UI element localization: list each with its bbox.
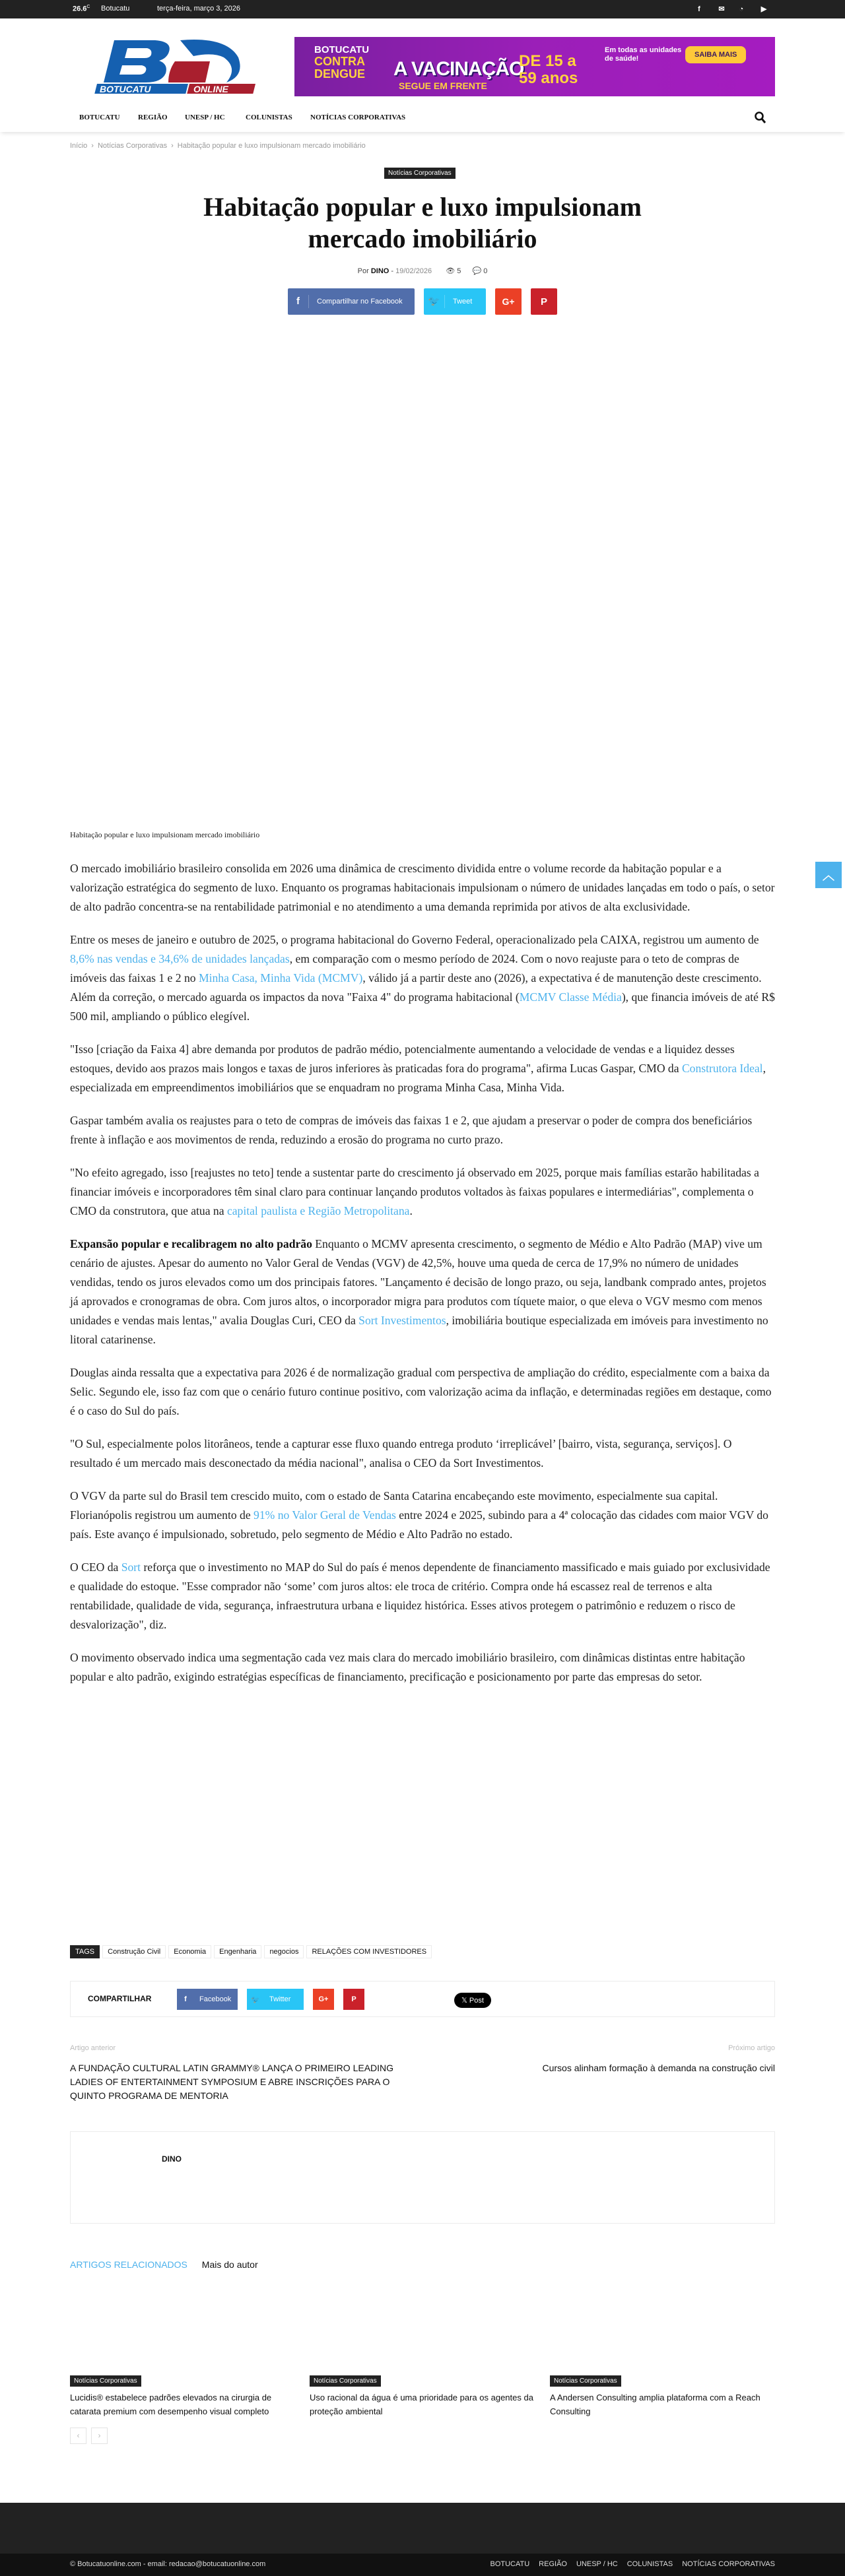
author-link[interactable]: DINO — [370, 267, 389, 275]
banner-cta-button[interactable]: SAIBA MAIS — [685, 46, 746, 63]
nav-regiao[interactable]: REGIÃO — [138, 113, 168, 121]
inline-link[interactable]: Minha Casa, Minha Vida (MCMV) — [198, 971, 363, 984]
paragraph-text: entre 2024 e 2025, subindo para a 4ª colocação das cidades com maior VGV do país. Este avanço é impulsionado, sobretudo, pelo segmento de Médio e Alto Padrão no estado. — [70, 1508, 768, 1541]
weather-temperature: $26.6^C$ — [73, 5, 90, 13]
twitter-icon: 🐦 — [424, 295, 445, 308]
pinterest-icon[interactable]: P — [531, 288, 557, 315]
paragraph-text: reforça que o investimento no MAP do Sul do país é menos dependente de financiamento massificado e mais guiado por exclusividade e qualidade do estoque. "Esse comprador não ‘some’ com juros altos: ele troca de critério. Compra onde há escassez real de terrenos e alta rentabilidade, qualidade de vida, segurança, infraestrutura urbana e liquidez histórica. Esses ativos protegem o patrimônio e reduzem o risco de desvalorização", diz. — [70, 1561, 770, 1631]
prev-article-label: Artigo anterior — [70, 2044, 116, 2052]
paragraph-text: "Isso [criação da Faixa 4] abre demanda por produtos de padrão médio, potencialmente aumentando a velocidade de vendas e a liquidez desses estoques, devido aos prazos mais longos e taxas de juros inferiores às praticadas fora do programa", afirma Lucas Gaspar, CMO da — [70, 1043, 735, 1075]
breadcrumb — [70, 142, 366, 150]
footer-nav-unesp-hc[interactable]: UNESP / HC — [576, 2560, 618, 2568]
paragraph-text: , imobiliária boutique especializada em imóveis para investimento no litoral catarinense. — [70, 1314, 768, 1346]
paragraph-text: , em comparação com o mesmo período de 2024. Com o novo reajuste para o teto de compras de imóveis das faixas 1 e 2 no — [70, 952, 739, 984]
footer-nav-botucatu[interactable]: BOTUCATU — [490, 2560, 530, 2568]
paragraph-text: O movimento observado indica uma segmentação cada vez mais clara do mercado imobiliário brasileiro, com dinâmicas distintas entre habitação popular e alto padrão, exigindo estratégias específicas de financiamento, precificação e posicionamento por parte das empresas do setor. — [70, 1651, 745, 1683]
share-facebook-button[interactable] — [288, 288, 415, 315]
paragraph-text: O mercado imobiliário brasileiro consolida em 2026 uma dinâmica de crescimento dividida entre o volume recorde da habitação popular e a valorização estratégica do segmento de luxo. Enquanto os programas habitacionais impulsionam o número de unidades lançadas em todo o país, o setor de alto padrão concentra-se na rentabilidade patrimonial e no atendimento a uma demanda reprimida por ativos de alta exclusividade. — [70, 862, 775, 913]
next-article-link[interactable]: Cursos alinham formação à demanda na construção civil — [542, 2063, 775, 2073]
banner-city: BOTUCATU — [314, 44, 370, 55]
breadcrumb-current: Habitação popular e luxo impulsionam mercado imobiliário — [177, 142, 366, 150]
paragraph-text: Douglas ainda ressalta que a expectativa para 2026 é de normalização gradual com perspectiva de ampliação do crédito, especialmente com a baixa da Selic. Segundo ele, isso faz com que o cenário futuro continue positivo, com valorização acima da inflação, e determinadas regiões em destaque, como é o caso do Sul do país. — [70, 1366, 772, 1417]
tab-related-articles[interactable]: ARTIGOS RELACIONADOS — [70, 2259, 187, 2270]
back-to-top-button[interactable] — [815, 862, 842, 888]
footer-nav-colunistas[interactable]: COLUNISTAS — [626, 2560, 673, 2568]
article-paragraph — [70, 1648, 776, 1687]
svg-text:ONLINE: ONLINE — [193, 84, 228, 94]
banner-location: Em todas as unidades de saúde! — [605, 46, 682, 63]
tab-more-from-author[interactable]: Mais do autor — [201, 2259, 258, 2270]
nav-colunistas[interactable]: COLUNISTAS — [246, 113, 292, 121]
article-paragraph — [70, 1558, 776, 1634]
related-title[interactable]: Uso racional da água é uma prioridade para os agentes da proteção ambiental — [310, 2393, 533, 2416]
svg-text:BOTUCATU: BOTUCATU — [100, 84, 151, 94]
inline-link[interactable]: 91% no Valor Geral de Vendas — [254, 1508, 396, 1522]
banner-ages: DE 15 a 59 anos — [519, 52, 578, 87]
paragraph-text: Enquanto o MCMV apresenta crescimento, o segmento de Médio e Alto Padrão (MAP) vive um cenário de ajustes. Apesar do aumento no Valor Geral de Vendas (VGV) de 42,5%, houve uma queda de cerca de 17,9% no número de unidades vendidas, tendo os juros elevados como um dos principais fatores. "Lançamento é decisão de longo prazo, ou seja, landbank comprado antes, projetos já aprovados e cronogramas de obra. Com juros altos, o incorporador migra para produtos com tíquete maior, o que eleva o VGV mesmo com menos unidades e vendas mais lentas," avalia Douglas Curi, CEO da — [70, 1237, 766, 1327]
paragraph-text: O VGV da parte sul do Brasil tem crescido muito, com o estado de Santa Catarina encabeçando este movimento, especialmente sua capital. Florianópolis registrou um aumento de — [70, 1489, 718, 1522]
article-paragraph — [70, 1363, 776, 1421]
image-caption: Habitação popular e luxo impulsionam mercado imobiliário — [70, 830, 260, 839]
paragraph-text: . — [409, 1204, 413, 1217]
inline-link[interactable]: MCMV Classe Média — [519, 990, 622, 1004]
paragraph-text: O CEO da — [70, 1561, 121, 1574]
rss-icon[interactable]: ◔ — [739, 5, 744, 13]
tags-list — [70, 1945, 432, 1958]
view-count: 5 — [457, 267, 461, 275]
share-box — [70, 1981, 775, 2017]
article-paragraph — [70, 1111, 776, 1149]
section-heading: Expansão popular e recalibragem no alto padrão — [70, 1237, 312, 1250]
facebook-icon: f — [288, 295, 309, 308]
share-twitter-button-bottom[interactable] — [247, 1989, 304, 2010]
nav-botucatu[interactable]: BOTUCATU — [79, 113, 120, 121]
paragraph-text: , especializada em empreendimentos imobiliários que se enquadram no programa Minha Casa, Minha Vida. — [70, 1062, 766, 1094]
article-paragraph — [70, 859, 776, 917]
tag-negocios[interactable]: negocios — [264, 1945, 304, 1958]
prev-article-link[interactable]: A FUNDAÇÃO CULTURAL LATIN GRAMMY® LANÇA O PRIMEIRO LEADING LADIES OF ENTERTAINMENT SYMPOSIUM E ABRE INSCRIÇÕES PARA O QUINTO PROGRAMA DE MENTORIA — [70, 2063, 394, 2101]
facebook-label: Facebook — [199, 1995, 232, 2003]
inline-link[interactable]: Sort Investimentos — [358, 1314, 446, 1327]
share-facebook-label: Compartilhar no Facebook — [317, 298, 403, 306]
chevron-up-icon: ︿ — [823, 869, 834, 882]
paragraph-text: , válido já a partir deste ano (2026), a expectativa é de manutenção deste crescimento. Além da correção, o mercado aguarda os impactos da nova "Faixa 4" do programa habitacional ( — [70, 971, 762, 1004]
next-article-label: Próximo artigo — [728, 2044, 775, 2052]
paragraph-text: "O Sul, especialmente polos litorâneos, tende a capturar esse fluxo quando entrega produto ‘irreplicável’ [bairro, vista, segurança, serviços]. O resultado é um mercado mais desconectado da média nacional", analisa o CEO da Sort Investimentos. — [70, 1437, 732, 1469]
search-icon[interactable] — [754, 111, 767, 124]
footer — [0, 2503, 845, 2554]
author-box — [70, 2131, 775, 2224]
twitter-label: Twitter — [269, 1995, 291, 2003]
related-next-button[interactable]: › — [91, 2428, 108, 2444]
tags-label: TAGS — [70, 1945, 100, 1958]
article-paragraph — [70, 1434, 776, 1473]
article-paragraph — [70, 1487, 776, 1544]
tag-relacoes-investidores[interactable]: RELAÇÕES COM INVESTIDORES — [306, 1945, 432, 1958]
chevron-right-icon: › — [91, 142, 94, 150]
share-facebook-button-bottom[interactable] — [177, 1989, 238, 2010]
related-category[interactable]: Notícias Corporativas — [310, 2375, 381, 2387]
footer-nav-regiao[interactable]: REGIÃO — [539, 2560, 567, 2568]
nav-unesp-hc[interactable]: UNESP / HC — [185, 113, 225, 121]
related-prev-button[interactable]: ‹ — [70, 2428, 86, 2444]
inline-link[interactable]: Construtora Ideal — [681, 1062, 763, 1075]
x-post-button[interactable] — [454, 1993, 491, 2008]
article-meta: Por DINO - 19/02/2026 👁 5 💬 0 — [357, 267, 488, 275]
top-bar — [0, 0, 845, 18]
paragraph-text: "No efeito agregado, isso [reajustes no teto] tende a sustentar parte do crescimento já observado em 2025, porque mais famílias estarão habilitadas a financiar imóveis e incorporadores têm sinal claro para continuar lançando produtos voltados às faixas populares e intermediárias", complementa o CMO da construtora, que atua na — [70, 1166, 759, 1217]
share-twitter-button[interactable] — [424, 288, 486, 315]
article-paragraph — [70, 1235, 776, 1349]
main-nav — [0, 104, 845, 132]
tag-economia[interactable]: Economia — [168, 1945, 211, 1958]
article-paragraph — [70, 1040, 776, 1097]
chevron-right-icon: › — [171, 142, 174, 150]
share-twitter-label: Tweet — [453, 298, 473, 306]
breadcrumb-home[interactable]: Início — [70, 142, 88, 150]
paragraph-text: Entre os meses de janeiro e outubro de 2025, o programa habitacional do Governo Federal, operacionalizado pela CAIXA, registrou um aumento de — [70, 933, 759, 946]
related-tabs — [70, 2259, 258, 2270]
inline-link[interactable]: capital paulista e Região Metropolitana — [226, 1204, 410, 1217]
share-label: COMPARTILHAR — [88, 1994, 152, 2003]
twitter-icon: 🐦 — [251, 1995, 260, 2004]
article-paragraph — [70, 1163, 776, 1221]
current-date: terça-feira, março 3, 2026 — [157, 5, 240, 13]
google-plus-icon[interactable]: G+ — [313, 1989, 334, 2010]
tag-construcao-civil[interactable]: Construção Civil — [102, 1945, 166, 1958]
author-name[interactable]: DINO — [162, 2154, 182, 2164]
footer-nav — [490, 2560, 775, 2568]
related-item — [550, 2374, 774, 2418]
sub-footer — [0, 2554, 845, 2576]
article-body — [70, 859, 776, 1700]
comment-count[interactable]: 0 — [483, 267, 488, 275]
comment-icon: 💬 — [472, 267, 482, 275]
facebook-icon: f — [184, 1995, 187, 2003]
site-logo[interactable] — [94, 39, 264, 94]
mail-icon[interactable]: ✉ — [718, 5, 725, 13]
publish-date: 19/02/2026 — [395, 267, 432, 275]
inline-link[interactable]: Sort — [121, 1561, 141, 1574]
related-item — [70, 2374, 294, 2418]
banner-headline: A VACINAÇÃO — [393, 58, 524, 80]
pinterest-icon[interactable]: P — [343, 1989, 364, 2010]
by-label: Por — [357, 267, 369, 275]
youtube-icon[interactable]: ▶ — [760, 5, 767, 13]
paragraph-text: Gaspar também avalia os reajustes para o teto de compras de imóveis das faixas 1 e 2, que ajudam a preservar o poder de compra dos beneficiários frente à inflação e aos movimentos de renda, reduzindo a erosão do programa no curto prazo. — [70, 1114, 753, 1146]
related-category[interactable]: Notícias Corporativas — [70, 2375, 141, 2387]
paragraph-text: ), que financia imóveis de até R$ 500 mil, ampliando o público elegível. — [70, 990, 775, 1023]
article-paragraph — [70, 930, 776, 1026]
banner-subheadline: SEGUE EM FRENTE — [399, 80, 487, 91]
inline-link[interactable]: 8,6% nas vendas e 34,6% de unidades lançadas — [70, 952, 290, 965]
facebook-icon[interactable]: f — [698, 5, 700, 13]
eye-icon: 👁 — [446, 267, 456, 275]
related-title[interactable]: A Andersen Consulting amplia plataforma com a Reach Consulting — [550, 2393, 760, 2416]
banner-campaign: CONTRA DENGUE — [314, 55, 366, 80]
vaccination-ad-banner[interactable] — [294, 37, 775, 96]
google-plus-icon[interactable]: G+ — [495, 288, 522, 315]
x-post-label: Post — [469, 1997, 484, 2005]
related-item — [310, 2374, 534, 2418]
nav-noticias-corporativas[interactable]: NOTÍCIAS CORPORATIVAS — [310, 113, 406, 121]
page-title: Habitação popular e luxo impulsionam mercado imobiliário — [203, 192, 642, 253]
category-badge[interactable]: Notícias Corporativas — [384, 168, 456, 179]
footer-nav-noticias-corporativas[interactable]: NOTÍCIAS CORPORATIVAS — [682, 2560, 775, 2568]
related-category[interactable]: Notícias Corporativas — [550, 2375, 621, 2387]
related-title[interactable]: Lucidis® estabelece padrões elevados na cirurgia de catarata premium com desempenho visual completo — [70, 2393, 272, 2416]
copyright: © Botucatuonline.com - email: redacao@botucatuonline.com — [70, 2560, 266, 2568]
x-icon: 𝕏 — [461, 1997, 469, 2005]
weather-city: Botucatu — [101, 5, 130, 13]
tag-engenharia[interactable]: Engenharia — [214, 1945, 261, 1958]
breadcrumb-category[interactable]: Notícias Corporativas — [97, 142, 168, 150]
